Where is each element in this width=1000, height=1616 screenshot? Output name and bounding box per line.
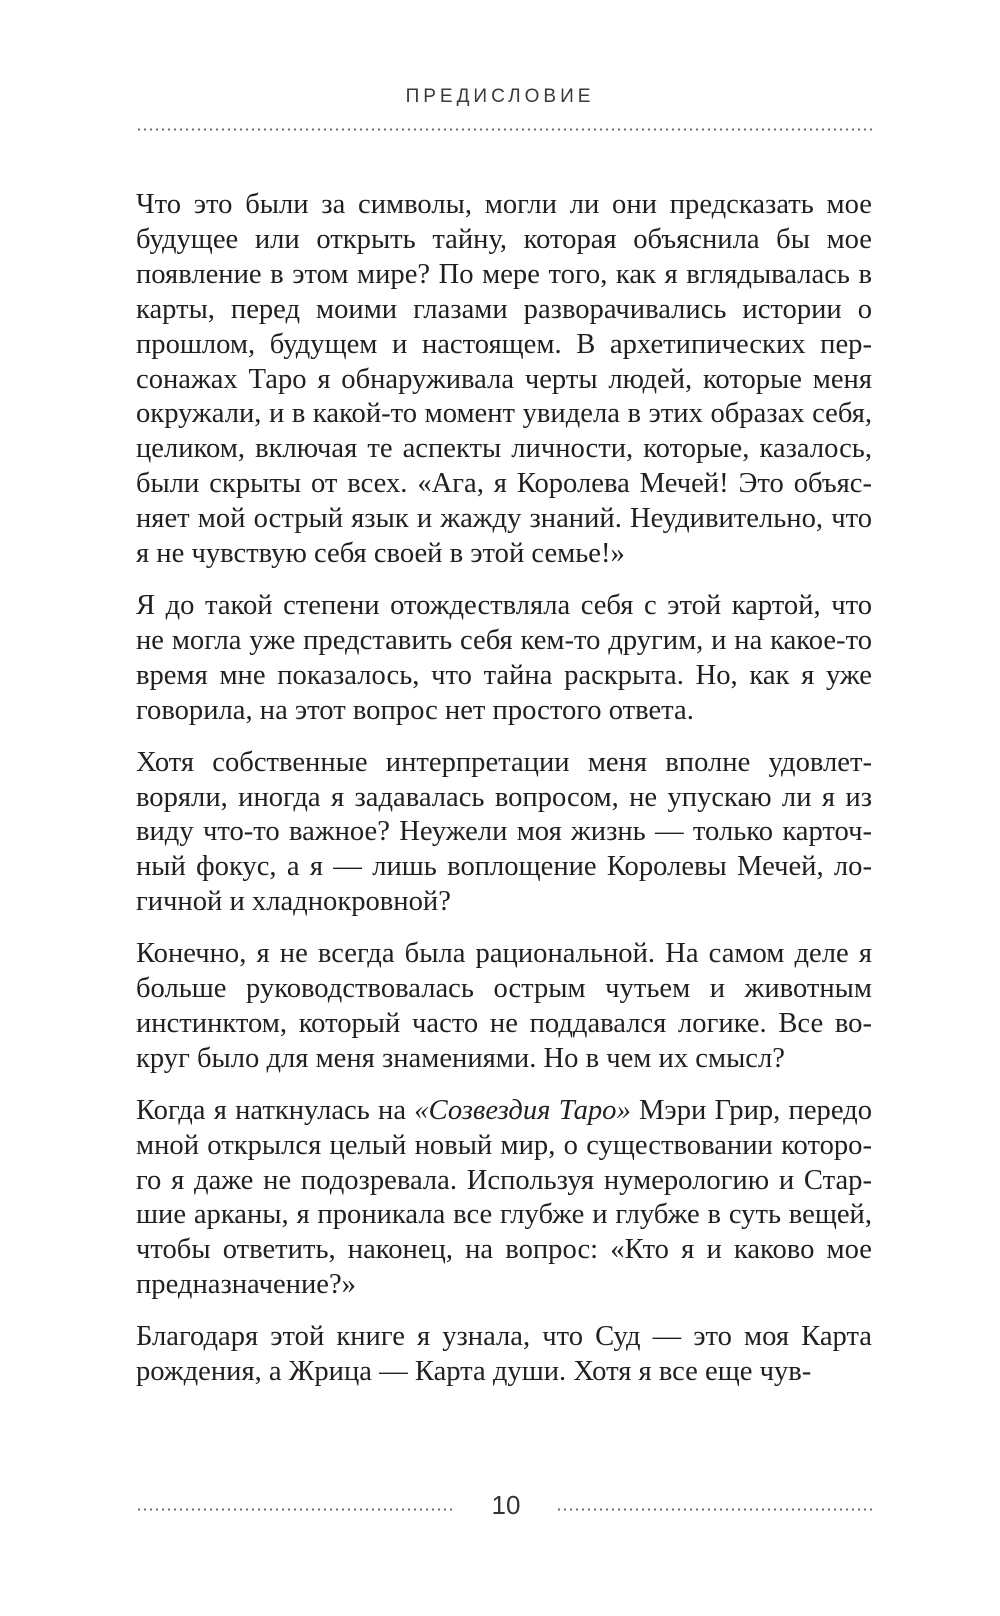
paragraph-5-end: Мэри Грир, передо мной открылся целый новый мир, о существовании которого я даже не подозревала. Используя нумерологию и Старшие арканы, я проникала все глубже и глубже в суть вещей, чтобы ответить, наконец, на вопрос: «Кто я и каково мое предназначение?»: [136, 1094, 872, 1301]
page-number: 10: [491, 1490, 521, 1520]
paragraph-6: Благодаря этой книге я узнала, что Суд — это моя Карта рождения, а Жрица — Карта души. Хотя я все еще чув-: [136, 1321, 872, 1388]
paragraph-2: Я до такой степени отождествляла себя с этой картой, что не могла уже представить себя кем-то другим, и на какое-то время мне показалось, что тайна раскрыта. Но, как я уже говорила, на этот вопрос нет простого ответа.: [136, 589, 872, 726]
paragraph-1: Что это были за символы, могли ли они предсказать мое будущее или открыть тайну, которая объяснила бы мое появление в этом мире? По мере того, как я вглядывалась в карты, перед моими глазами разворачивались истории о прошлом, будущем и настоящем. В архетипических персонажах Таро я обнаруживала черты людей, которые меня окружали, и в какой-то момент увидела в этих образах себя, целиком, включая те аспекты личности, которые, казалось, были скрыты от всех. «Ага, я Королева Мечей! Это объясняет мой острый язык и жажду знаний. Неудивительно, что я не чувствую себя своей в этой семье!»: [136, 189, 872, 570]
running-head: ПРЕДИСЛОВИЕ: [405, 86, 595, 107]
book-title: «Созвездия Таро»: [414, 1094, 631, 1126]
paragraph-3: Хотя собственные интерпретации меня вполне удовлетворяли, иногда я задавалась вопросом, не упускаю ли я из виду что-то важное? Неужели моя жизнь — только карточный фокус, а я — лишь воплощение Королевы Мечей, логичной и хладнокровной?: [136, 746, 872, 918]
footer-dotted-rule-right: [556, 1508, 874, 1511]
footer-dotted-rule-left: [136, 1508, 456, 1511]
paragraph-5-start: Когда я наткнулась на: [136, 1094, 415, 1126]
body-text: [136, 188, 872, 1407]
paragraph-4: Конечно, я не всегда была рациональной. На самом деле я больше руководствовалась острым чутьем и животным инстинктом, который часто не поддавался логике. Все вокруг было для меня знамениями. Но в чем их смысл?: [136, 938, 872, 1074]
paragraph-5: [136, 1094, 872, 1303]
header-dotted-rule: [136, 128, 872, 131]
